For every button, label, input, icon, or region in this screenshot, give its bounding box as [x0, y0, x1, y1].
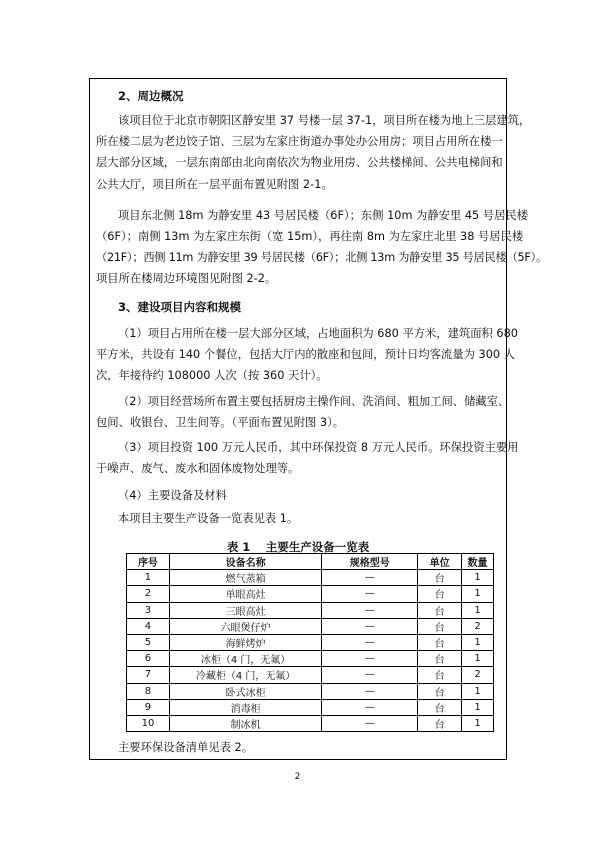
table-cell: 1 — [462, 715, 494, 731]
item3-line1: （3）项目投资 100 万元人民币，其中环保投资 8 万元人民币。环保投资主要用 — [118, 441, 519, 454]
header-cell: 单位 — [418, 554, 462, 570]
table-cell: — — [322, 699, 418, 715]
section-2-para2-line1: 项目东北侧 18m 为静安里 43 号居民楼（6F）；东侧 10m 为静安里 45 号居民楼 — [118, 209, 528, 222]
table-cell: 2 — [462, 618, 494, 634]
table-cell: 4 — [127, 618, 170, 634]
table-cell: 台 — [418, 715, 462, 731]
document-frame — [89, 78, 547, 760]
table-cell: 六眼煲仔炉 — [169, 618, 322, 634]
table-cell: — — [322, 586, 418, 602]
section-2-para2-line2: （6F）；南侧 13m 为左家庄东街（宽 15m），再往南 8m 为左家庄北里 38 号居民楼 — [96, 230, 524, 243]
section-2-para2-line4: 项目所在楼周边环境图见附图 2-2。 — [96, 272, 277, 285]
table-row — [127, 570, 494, 586]
section-2-para1-line1: 该项目位于北京市朝阳区静安里 37 号楼一层 37-1，项目所在楼为地上三层建筑， — [118, 114, 531, 127]
table-cell: 海鲜烤炉 — [169, 634, 322, 650]
table-cell: 台 — [418, 618, 462, 634]
item2-line1: （2）项目经营场所布置主要包括厨房主操作间、洗消间、粗加工间、储藏室、 — [118, 395, 510, 408]
table-caption: 表 1 主要生产设备一览表 — [226, 540, 370, 554]
table-row — [127, 715, 494, 731]
table-cell: 三眼高灶 — [169, 602, 322, 618]
table-cell: 制冰机 — [169, 715, 322, 731]
section-2-para1-line3: 层大部分区域，一层东南部由北向南依次为物业用房、公共楼梯间、公共电梯间和 — [96, 156, 503, 169]
table-outro: 主要环保设备清单见表 2。 — [118, 741, 254, 754]
table-cell: 卧式冰柜 — [169, 683, 322, 699]
table-cell: 台 — [418, 683, 462, 699]
header-cell: 序号 — [127, 554, 170, 570]
table-row — [127, 586, 494, 602]
section-2-para2-line3: （21F）；西侧 11m 为静安里 39 号居民楼（6F）；北侧 13m 为静安里 35 号居民楼（5F）。 — [96, 251, 547, 264]
table-cell: — — [322, 683, 418, 699]
table-cell: 台 — [418, 634, 462, 650]
table-cell: — — [322, 634, 418, 650]
table-cell: 8 — [127, 683, 170, 699]
table-row — [127, 602, 494, 618]
table-cell: — — [322, 715, 418, 731]
item1-line1: （1）项目占用所在楼一层大部分区域，占地面积为 680 平方米，建筑面积 680 — [118, 327, 518, 340]
header-cell: 设备名称 — [169, 554, 322, 570]
item3-line2: 于噪声、废气、废水和固体废物处理等。 — [96, 462, 300, 475]
table-cell: 燃气蒸箱 — [169, 570, 322, 586]
table-cell: — — [322, 602, 418, 618]
table-cell: 台 — [418, 651, 462, 667]
table-cell: 7 — [127, 667, 170, 683]
table-cell: 1 — [462, 699, 494, 715]
table-cell: 1 — [462, 634, 494, 650]
table-cell: 台 — [418, 699, 462, 715]
table-cell: 3 — [127, 602, 170, 618]
table-cell: 单眼高灶 — [169, 586, 322, 602]
section-2-para1-line2: 所在楼二层为老边饺子馆、三层为左家庄街道办事处办公用房；项目占用所在楼一 — [96, 135, 503, 148]
table-cell: 6 — [127, 651, 170, 667]
table-row — [127, 699, 494, 715]
table-cell: 2 — [127, 586, 170, 602]
table-cell: 1 — [127, 570, 170, 586]
table-cell: 2 — [462, 667, 494, 683]
table-row — [127, 667, 494, 683]
table-cell: 台 — [418, 667, 462, 683]
table-row — [127, 651, 494, 667]
table-intro: 本项目主要生产设备一览表见表 1。 — [118, 512, 299, 525]
item4-heading: （4）主要设备及材料 — [118, 489, 227, 502]
table-cell: 1 — [462, 651, 494, 667]
table-cell: — — [322, 667, 418, 683]
table-cell: 台 — [418, 602, 462, 618]
table-cell: 1 — [462, 602, 494, 618]
table-cell: 9 — [127, 699, 170, 715]
table-cell: — — [322, 651, 418, 667]
item2-line2: 包间、收银台、卫生间等。（平面布置见附图 3）。 — [96, 416, 345, 429]
item1-line3: 次，年接待约 108000 人次（按 360 天计）。 — [96, 369, 328, 382]
table-cell: 1 — [462, 570, 494, 586]
table-row — [127, 634, 494, 650]
table-cell: 10 — [127, 715, 170, 731]
table-cell: 冷藏柜（4 门，无氟） — [169, 667, 322, 683]
table-row — [127, 618, 494, 634]
section-2-para1-line4: 公共大厅，项目所在一层平面布置见附图 2-1。 — [96, 178, 333, 191]
equipment-table — [126, 553, 494, 732]
section-3-heading: 3、建设项目内容和规模 — [118, 300, 242, 314]
table-cell: 5 — [127, 634, 170, 650]
table-cell: 台 — [418, 586, 462, 602]
table-header-row — [127, 554, 494, 570]
table-cell: 1 — [462, 586, 494, 602]
header-cell: 数量 — [462, 554, 494, 570]
table-cell: 消毒柜 — [169, 699, 322, 715]
table-row — [127, 683, 494, 699]
table-cell: — — [322, 618, 418, 634]
table-cell: 台 — [418, 570, 462, 586]
table-cell: — — [322, 570, 418, 586]
page-number: 2 — [294, 772, 301, 782]
section-2-heading: 2、周边概况 — [118, 89, 184, 103]
table-cell: 冰柜（4 门，无氟） — [169, 651, 322, 667]
table-cell: 1 — [462, 683, 494, 699]
item1-line2: 平方米，共设有 140 个餐位，包括大厅内的散座和包间，预计日均客流量为 300 人 — [96, 348, 515, 361]
header-cell: 规格型号 — [322, 554, 418, 570]
